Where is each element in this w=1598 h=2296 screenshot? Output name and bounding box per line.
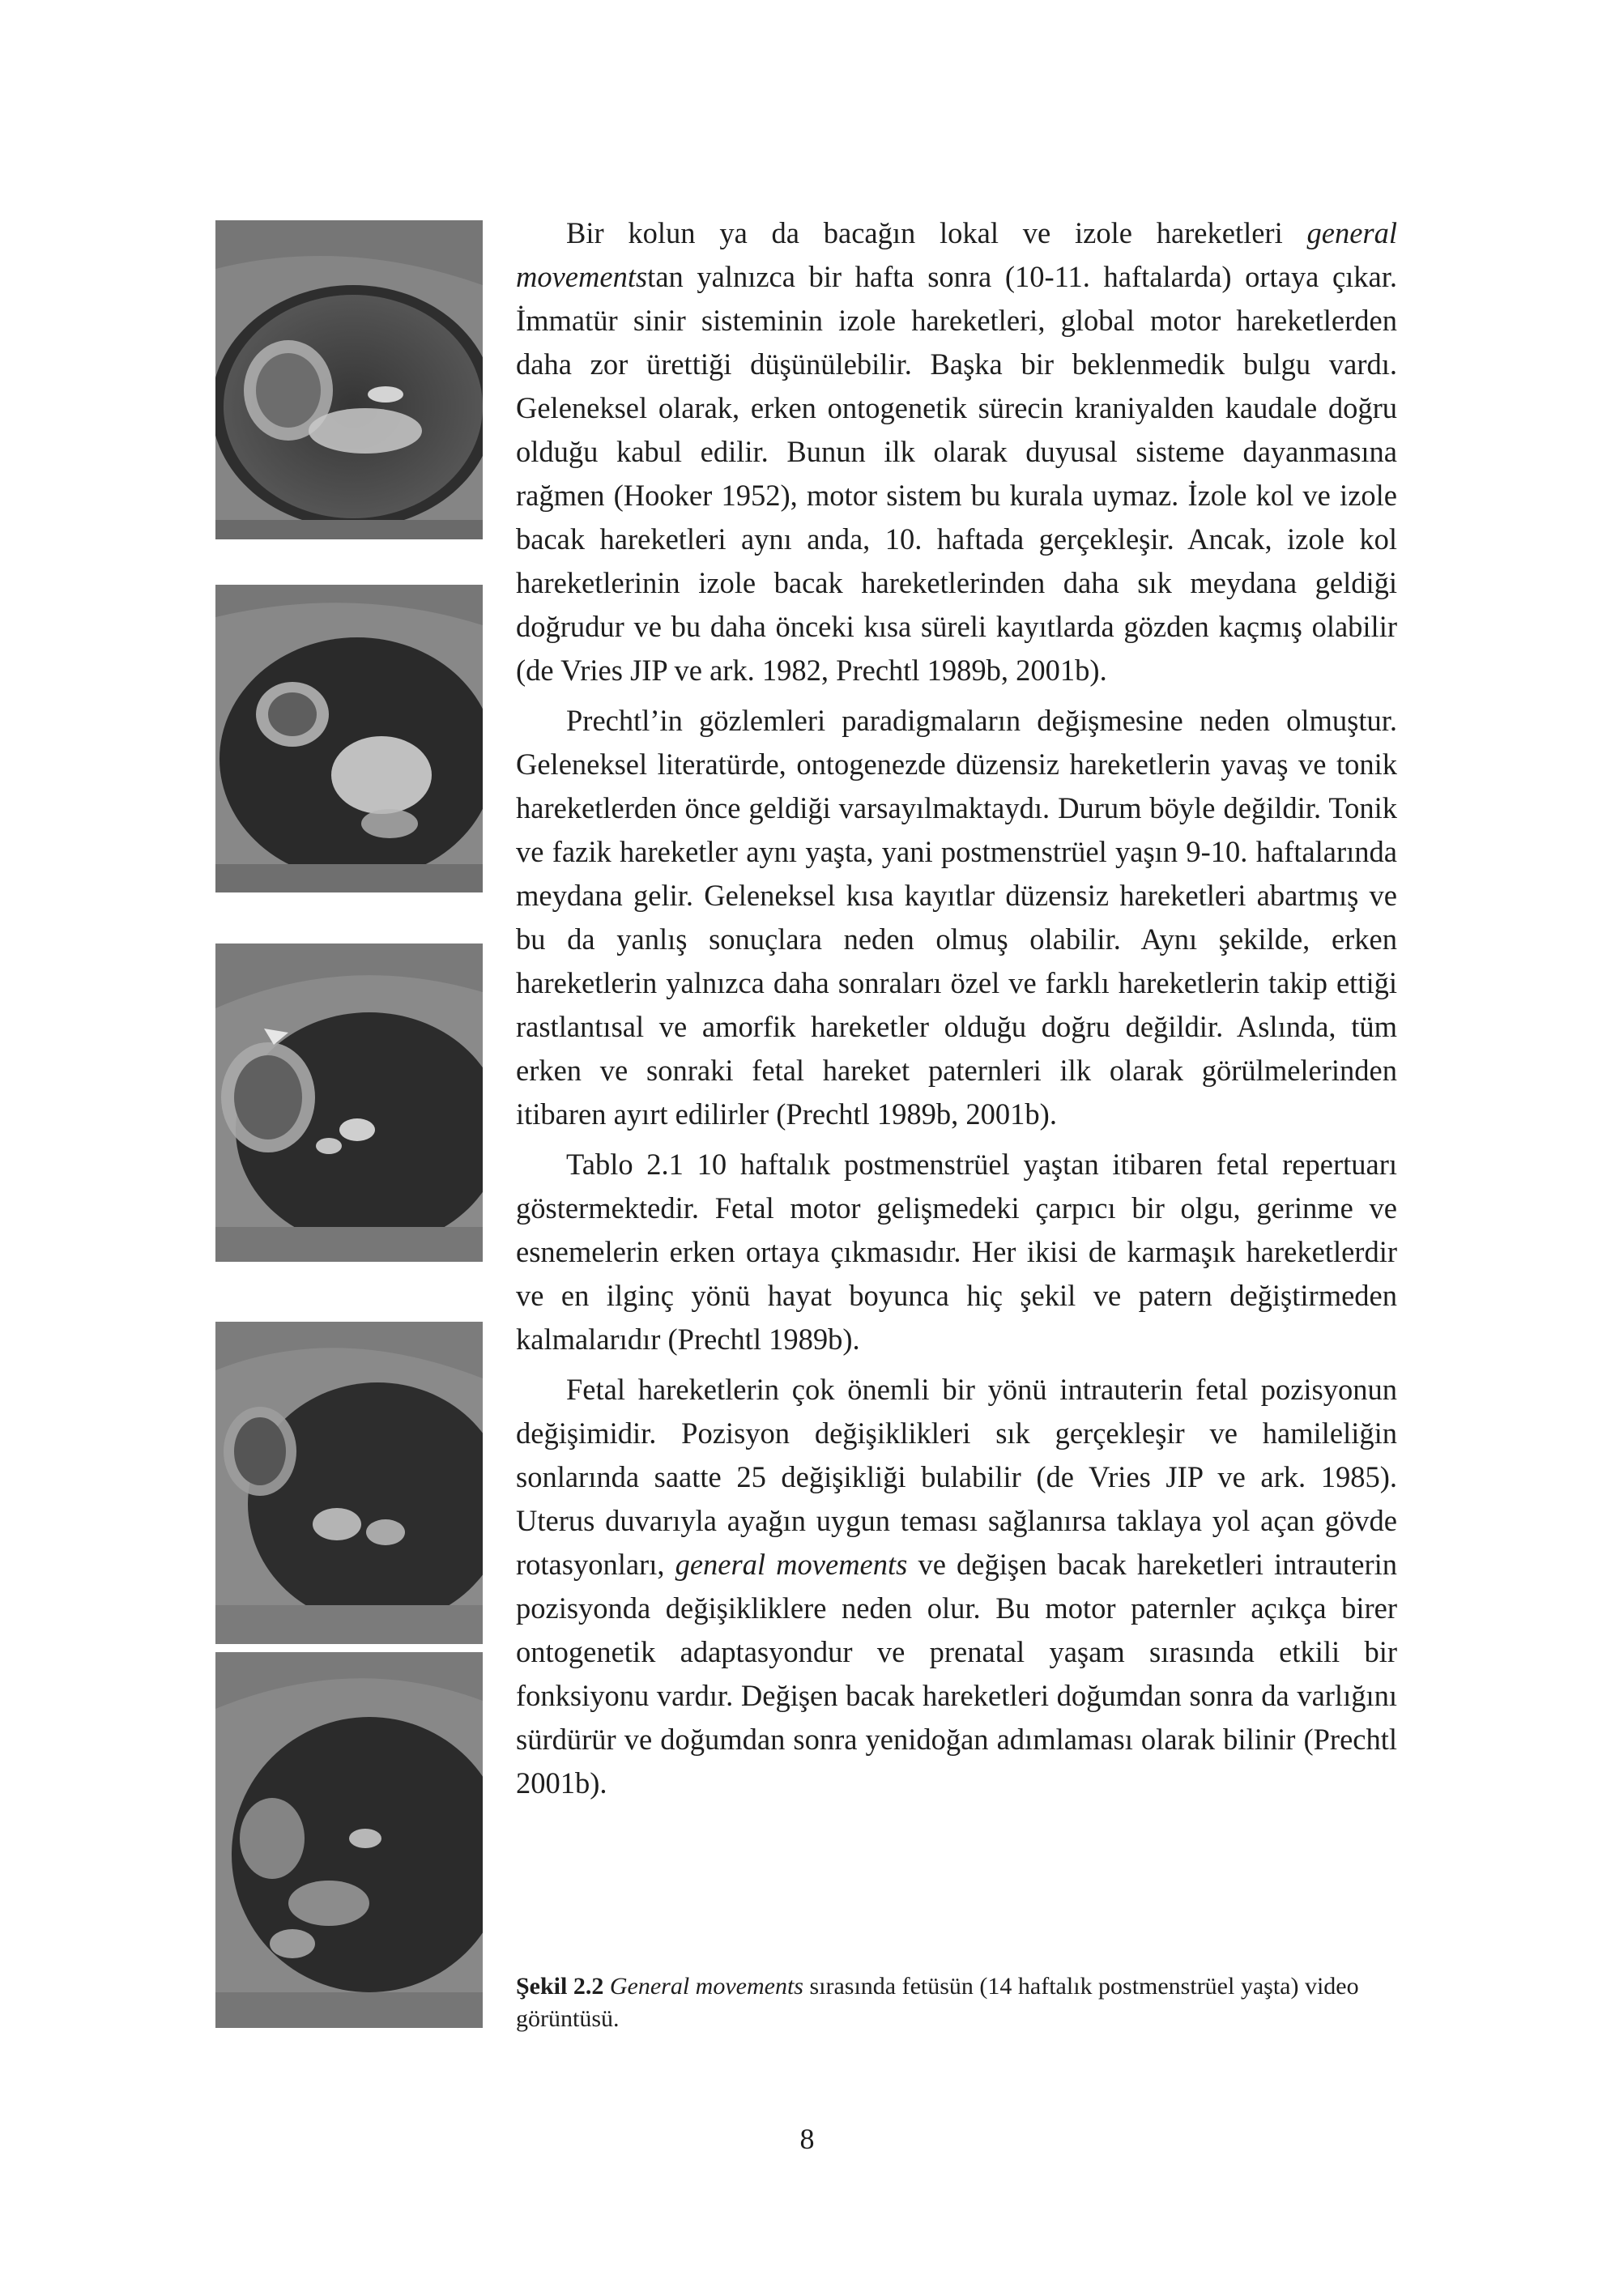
paragraph-2 — [516, 699, 1397, 1136]
caption-italic: General movements — [609, 1973, 803, 2000]
figure-caption — [516, 1970, 1397, 2035]
ultrasound-frame-5 — [215, 1652, 483, 2028]
text-run: Tablo 2.1 10 haftalık postmenstrüel yaştan itibaren fetal repertuarı göstermektedir. Fetal motor gelişmedeki çarpıcı bir olgu, gerinme ve esnemelerin erken ortaya çıkmasıdır. Her ikisi de karmaşık hareketlerdir ve en ilginç yönü hayat boyunca hiç şekil ve patern değiştirmeden kalmalarıdır (Prechtl 1989b). — [516, 1148, 1397, 1356]
paragraph-1 — [516, 211, 1397, 692]
italic-term: general movements — [675, 1548, 908, 1581]
ultrasound-frame-3 — [215, 944, 483, 1262]
text-run: tan yalnızca bir hafta sonra (10-11. haftalarda) ortaya çıkar. İmmatür sinir sisteminin izole hareketleri, global motor hareketlerden daha zor ürettiği düşünülebilir. Başka bir beklenmedik bulgu vardı. Geleneksel olarak, erken ontogenetik sürecin kraniyalden kaudale doğru olduğu kabul edilir. Bunun ilk olarak duyusal sisteme dayanmasına rağmen (Hooker 1952), motor sistem bu kurala uymaz. İzole kol ve izole bacak hareketleri aynı anda, 10. haftada gerçekleşir. Ancak, izole kol hareketlerinin izole bacak hareketlerinden daha sık meydana geldiği doğrudur ve bu daha önceki kısa süreli kayıtlarda gözden kaçmış olabilir (de Vries JIP ve ark. 1982, Prechtl 1989b, 2001b). — [516, 260, 1397, 687]
caption-text: sırasında fetüsün (14 haftalık postmenstrüel yaşta) video görüntüsü. — [516, 1973, 1359, 2032]
ultrasound-frame-4 — [215, 1322, 483, 1644]
paragraph-3 — [516, 1143, 1397, 1361]
ultrasound-frame-1 — [215, 220, 483, 539]
ultrasound-frame-2 — [215, 585, 483, 892]
text-run: Prechtl’in gözlemleri paradigmaların değişmesine neden olmuştur. Geleneksel literatürde, ontogenezde düzensiz hareketlerin yavaş ve tonik hareketlerden önce geldiği varsayılmaktaydı. Durum böyle değildir. Tonik ve fazik hareketler aynı yaşta, yani postmenstrüel yaşın 9-10. haftalarında meydana gelir. Geleneksel kısa kayıtlar düzensiz hareketleri abartmış ve bu da yanlış sonuçlara neden olmuş olabilir. Aynı şekilde, erken hareketlerin yalnızca daha sonraları özel ve farklı hareketlerin takip ettiği rastlantısal ve amorfik hareketler olduğu doğru değildir. Aslında, tüm erken ve sonraki fetal hareket paternleri ilk olarak görülmelerinden itibaren ayırt edilirler (Prechtl 1989b, 2001b). — [516, 704, 1397, 1131]
italic-term: general movements — [516, 216, 1397, 293]
page-number: 8 — [799, 2123, 815, 2155]
text-run: Fetal hareketlerin çok önemli bir yönü intrauterin fetal pozisyonun değişimidir. Pozisyon değişiklikleri sık gerçekleşir ve hamileliğin sonlarında saatte 25 değişikliği bulabilir (de Vries JIP ve ark. 1985). Uterus duvarıyla ayağın uygun teması sağlanırsa taklaya yol açan gövde rotasyonları, — [516, 1373, 1397, 1581]
caption-label: Şekil 2.2 — [516, 1973, 604, 2000]
text-run: ve değişen bacak hareketleri intrauterin pozisyonda değişikliklere neden olur. Bu motor paternler açıkça birer ontogenetik adaptasyondur ve prenatal yaşam sırasında etkili bir fonksiyonu vardır. Değişen bacak hareketleri doğumdan sonra da varlığını sürdürür ve doğumdan sonra yenidoğan adımlaması olarak bilinir (Prechtl 2001b). — [516, 1548, 1398, 1800]
paragraph-4 — [516, 1368, 1397, 1805]
body-text — [516, 211, 1397, 1805]
text-run: Bir kolun ya da bacağın lokal ve izole hareketleri — [566, 216, 1307, 249]
